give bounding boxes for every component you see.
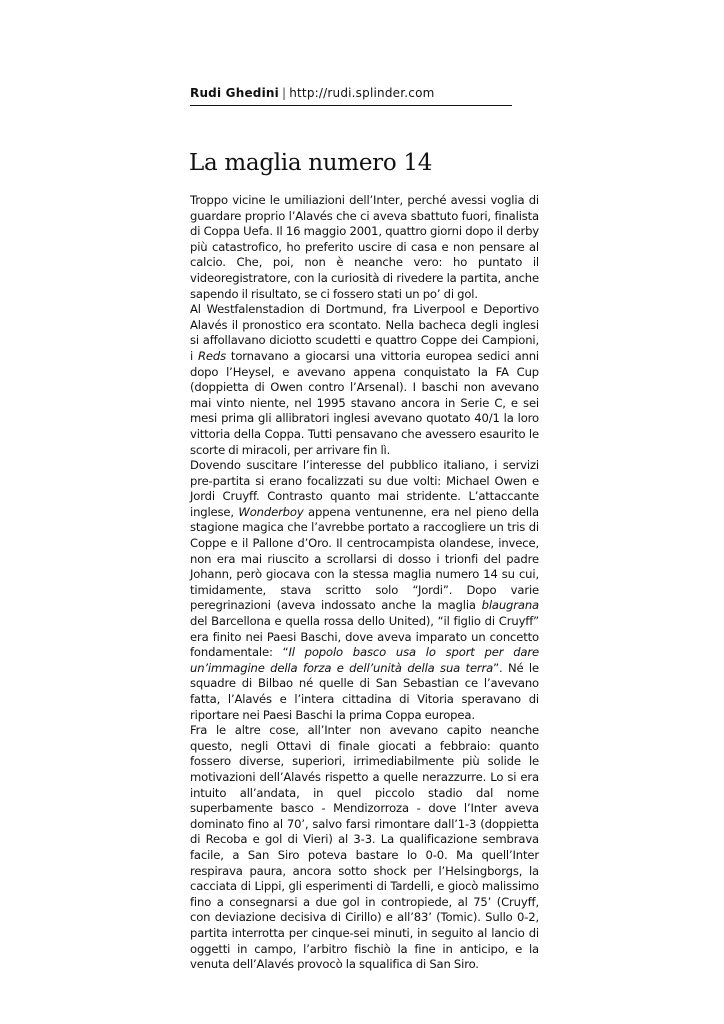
author-url: http://rudi.splinder.com: [289, 86, 435, 100]
italic-text: Wonderboy: [238, 504, 304, 519]
italic-text: Reds: [198, 348, 226, 363]
italic-text: Il popolo basco usa lo sport per dare un’immagine della forza e dell’unità della sua terra: [190, 645, 539, 675]
header-rule: [190, 105, 512, 106]
body-paragraph: [190, 193, 539, 302]
paragraph-text: appena ventunenne, era nel pieno della stagione magica che l’avrebbe portato a raccogliere un tris di Coppe e il Pallone d’Oro. Il centrocampista olandese, invece, non era mai riuscito a scrollarsi di dosso i trionfi del padre Johann, però giocava con la stessa maglia numero 14 su cui, timidamente, stava scritto solo “Jordi”. Dopo varie peregrinazioni (aveva indossato anche la maglia: [190, 504, 539, 613]
running-header: [190, 86, 512, 100]
body-paragraph: [190, 302, 539, 458]
body-paragraph: [190, 458, 539, 723]
author-name: Rudi Ghedini: [190, 86, 279, 100]
paragraph-text: Al Westfalenstadion di Dortmund, fra Liverpool e Deportivo Alavés il pronostico era scontato. Nella bacheca degli inglesi si affollavano diciotto scudetti e quattro Coppe dei Campioni, i: [190, 302, 539, 363]
paragraph-text: del Barcellona e quella rossa dello United), “il figlio di Cruyff” era finito nei Paesi Baschi, dove aveva imparato un concetto fondamentale: “: [190, 614, 539, 660]
header-separator: |: [281, 86, 287, 100]
paragraph-text: Troppo vicine le umiliazioni dell’Inter, perché avessi voglia di guardare proprio l’Alavés che ci aveva sbattuto fuori, finalista di Coppa Uefa. Il 16 maggio 2001, quattro giorni dopo il derby più catastrofico, ho preferito uscire di casa e non pensare al calcio. Che, poi, non è neanche vero: ho puntato il videoregistratore, con la curiosità di rivedere la partita, anche sapendo il risultato, se ci fossero stati un po’ di gol.: [190, 193, 539, 301]
paragraph-text: ”. Né le squadre di Bilbao né quelle di San Sebastian ce l’avevano fatta, l’Alavés e l’intera cittadina di Vitoria speravano di riportare nei Paesi Baschi la prima Coppa europea.: [190, 660, 539, 722]
body-paragraph: [190, 723, 539, 973]
paragraph-text: tornavano a giocarsi una vittoria europea sedici anni dopo l’Heysel, e avevano appena conquistato la FA Cup (doppietta di Owen contro l’Arsenal). I baschi non avevano mai vinto niente, nel 1995 stavano ancora in Serie C, e sei mesi prima gli allibratori inglesi avevano quotato 40/1 la loro vittoria della Coppa. Tutti pensavano che avessero esaurito le scorte di miracoli, per arrivare fin lì.: [190, 348, 540, 457]
article-body: [190, 193, 539, 973]
article-title: La maglia numero 14: [189, 150, 433, 176]
paragraph-text: Fra le altre cose, all’Inter non avevano capito neanche questo, negli Ottavi di finale giocati a febbraio: quanto fossero diverse, superiori, irrimediabilmente più solide le motivazioni dell’Alavés rispetto a quelle nerazzurre. Lo si era intuito all’andata, in quel piccolo stadio dal nome superbamente basco - Mendizorroza - dove l’Inter aveva dominato fino al 70’, salvo farsi rimontare dall’1-3 (doppietta di Recoba e gol di Vieri) al 3-3. La qualificazione sembrava facile, a San Siro poteva bastare lo 0-0. Ma quell’Inter respirava paura, ancora sotto shock per l’Helsingborgs, la cacciata di Lippi, gli esperimenti di Tardelli, e giocò malissimo fino a consegnarsi a due gol in contropiede, al 75’ (Cruyff, con deviazione decisiva di Cirillo) e all’83’ (Tomic). Sullo 0-2, partita interrotta per cinque-sei minuti, in seguito al lancio di oggetti in campo, l’arbitro fischiò la fine in anticipo, e la venuta dell’Alavés provocò la squalifica di San Siro.: [190, 723, 539, 972]
italic-text: blaugrana: [481, 598, 539, 613]
paragraph-text: Dovendo suscitare l’interesse del pubblico italiano, i servizi pre-partita si erano focalizzati su due volti: Michael Owen e Jordi Cruyff. Contrasto quanto mai stridente. L’attaccante inglese,: [190, 458, 539, 519]
